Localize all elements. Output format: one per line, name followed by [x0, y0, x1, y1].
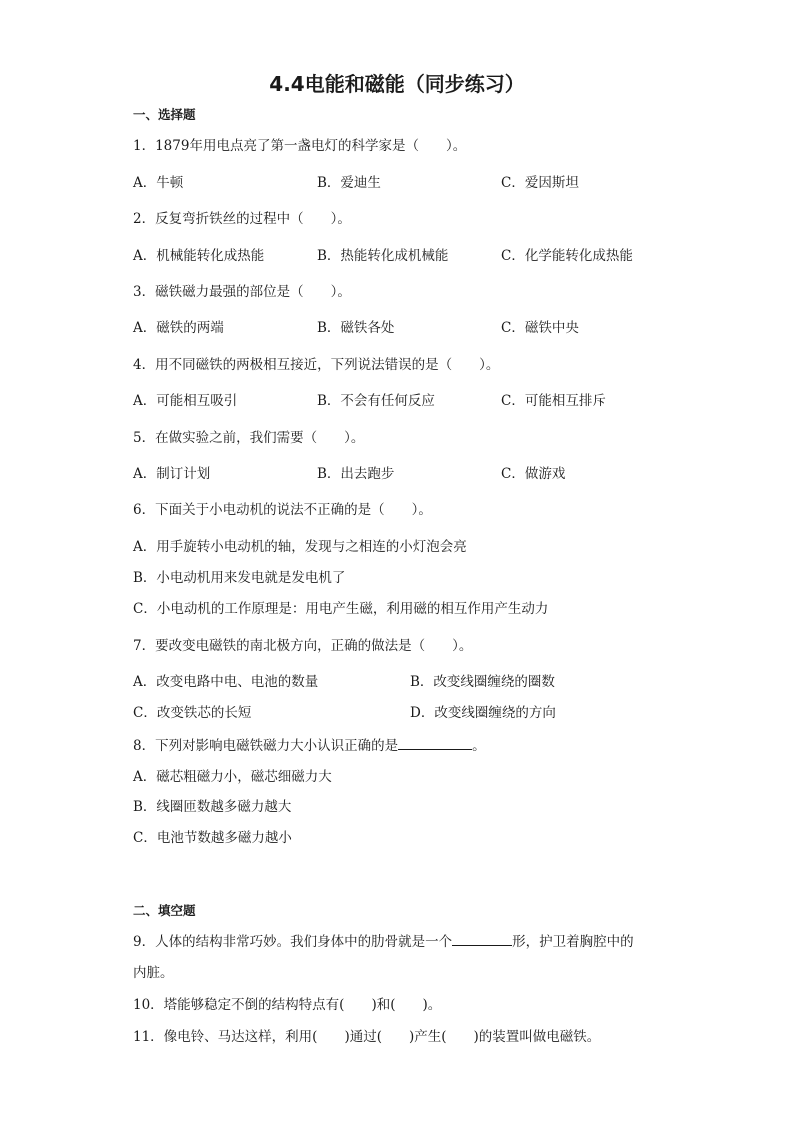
answer-blank	[452, 932, 512, 946]
question-8-stem	[133, 734, 486, 754]
question-5-stem: 5．在做实验之前，我们需要（ ）。	[133, 430, 365, 446]
question-8-tail: 。	[472, 738, 486, 754]
question-8-option-a: A．磁芯粗磁力小，磁芯细磁力大	[133, 769, 332, 785]
question-7-stem: 7．要改变电磁铁的南北极方向，正确的做法是（ ）。	[133, 638, 473, 654]
question-3-option-c: C．磁铁中央	[501, 320, 579, 336]
question-9-line-1	[133, 930, 634, 950]
question-6-option-b: B．小电动机用来发电就是发电机了	[133, 570, 346, 586]
question-1-option-c: C．爱因斯坦	[501, 175, 579, 191]
question-7-option-a: A．改变电路中电、电池的数量	[133, 674, 319, 690]
question-9-part-1: 9．人体的结构非常巧妙。我们身体中的肋骨就是一个	[133, 934, 453, 950]
question-5-option-b: B．出去跑步	[317, 466, 395, 482]
question-4-option-b: B．不会有任何反应	[317, 393, 435, 409]
question-3-stem: 3．磁铁磁力最强的部位是（ ）。	[133, 284, 351, 300]
question-5-option-c: C．做游戏	[501, 466, 566, 482]
section-heading-fill: 二、填空题	[133, 903, 196, 918]
question-2-option-a: A．机械能转化成热能	[133, 248, 265, 264]
question-1-option-a: A．牛顿	[133, 175, 184, 191]
question-8-text: 8．下列对影响电磁铁磁力大小认识正确的是	[133, 738, 399, 754]
question-3-option-a: A．磁铁的两端	[133, 320, 224, 336]
question-4-option-a: A．可能相互吸引	[133, 393, 238, 409]
question-9-line-2: 内脏。	[133, 965, 174, 981]
question-6-option-c: C．小电动机的工作原理是：用电产生磁，利用磁的相互作用产生动力	[133, 601, 549, 617]
question-6-stem: 6．下面关于小电动机的说法不正确的是（ ）。	[133, 502, 432, 518]
question-9-part-2: 形，护卫着胸腔中的	[512, 934, 634, 950]
section-heading-choice: 一、选择题	[133, 107, 196, 122]
question-11-stem: 11．像电铃、马达这样，利用( )通过( )产生( )的装置叫做电磁铁。	[133, 1029, 601, 1045]
question-6-option-a: A．用手旋转小电动机的轴，发现与之相连的小灯泡会亮	[133, 539, 467, 555]
question-1-stem: 1．1879年用电点亮了第一盏电灯的科学家是（ ）。	[133, 138, 467, 154]
question-4-option-c: C．可能相互排斥	[501, 393, 606, 409]
page-title: 4.4电能和磁能（同步练习）	[269, 72, 525, 96]
question-10-stem: 10．塔能够稳定不倒的结构特点有( )和( )。	[133, 997, 442, 1013]
question-4-stem: 4．用不同磁铁的两极相互接近，下列说法错误的是（ ）。	[133, 357, 500, 373]
question-2-stem: 2．反复弯折铁丝的过程中（ ）。	[133, 211, 351, 227]
question-2-option-c: C．化学能转化成热能	[501, 248, 633, 264]
question-7-option-d: D．改变线圈缠绕的方向	[410, 705, 556, 721]
question-1-option-b: B．爱迪生	[317, 175, 381, 191]
question-8-option-b: B．线圈匝数越多磁力越大	[133, 799, 292, 815]
answer-blank	[398, 736, 472, 750]
question-8-option-c: C．电池节数越多磁力越小	[133, 830, 292, 846]
question-3-option-b: B．磁铁各处	[317, 320, 395, 336]
question-7-option-b: B．改变线圈缠绕的圈数	[410, 674, 555, 690]
question-2-option-b: B．热能转化成机械能	[317, 248, 449, 264]
question-5-option-a: A．制订计划	[133, 466, 211, 482]
question-7-option-c: C．改变铁芯的长短	[133, 705, 252, 721]
